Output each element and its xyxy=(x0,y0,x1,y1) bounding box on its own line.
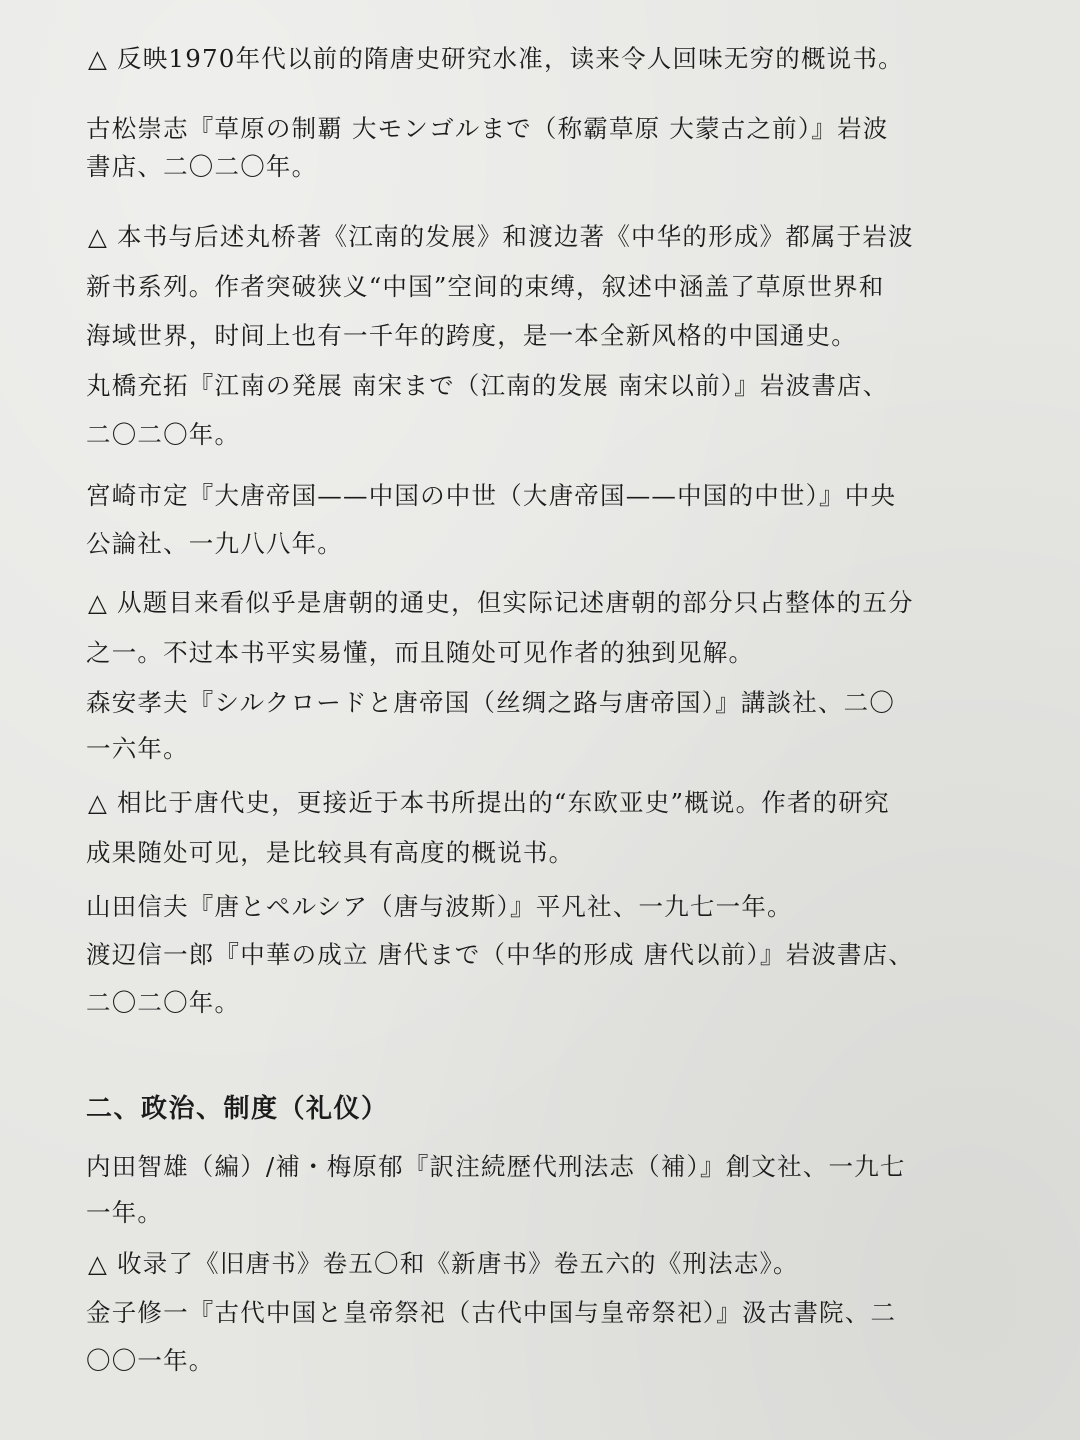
text-line: 成果随处可见，是比较具有高度的概说书。 xyxy=(86,838,575,867)
text-line: 〇〇一年。 xyxy=(86,1346,215,1375)
text-line: 森安孝夫『シルクロードと唐帝国（丝绸之路与唐帝国）』講談社、二〇 xyxy=(86,688,896,717)
text-line: 内田智雄（編）/補・梅原郁『訳注続歴代刑法志（補）』創文社、一九七 xyxy=(86,1152,906,1181)
text-line: 海域世界，时间上也有一千年的跨度，是一本全新风格的中国通史。 xyxy=(86,321,857,350)
text-line: △ 相比于唐代史，更接近于本书所提出的“东欧亚史”概说。作者的研究 xyxy=(88,788,890,817)
section-heading: 二、政治、制度（礼仪） xyxy=(86,1094,389,1124)
text-line: 二〇二〇年。 xyxy=(86,420,241,449)
text-line: 渡辺信一郎『中華の成立 唐代まで（中华的形成 唐代以前）』岩波書店、 xyxy=(86,940,915,969)
text-line: △ 反映1970年代以前的隋唐史研究水准，读来令人回味无穷的概说书。 xyxy=(88,44,904,73)
text-line: 金子修一『古代中国と皇帝祭祀（古代中国与皇帝祭祀）』汲古書院、二 xyxy=(86,1298,897,1327)
text-line: 山田信夫『唐とペルシア（唐与波斯）』平凡社、一九七一年。 xyxy=(86,892,793,921)
text-line: △ 本书与后述丸桥著《江南的发展》和渡边著《中华的形成》都属于岩波 xyxy=(88,222,914,251)
text-line: 丸橋充拓『江南の発展 南宋まで（江南的发展 南宋以前）』岩波書店、 xyxy=(86,371,889,400)
text-line: 公論社、一九八八年。 xyxy=(86,529,343,558)
text-line: 古松崇志『草原の制覇 大モンゴルまで（称霸草原 大蒙古之前）』岩波 xyxy=(86,114,889,143)
text-line: 宮崎市定『大唐帝国——中国の中世（大唐帝国——中国的中世）』中央 xyxy=(86,481,897,510)
text-line: 一年。 xyxy=(86,1198,164,1227)
text-line: 書店、二〇二〇年。 xyxy=(86,152,318,181)
text-line: 之一。不过本书平实易懂，而且随处可见作者的独到见解。 xyxy=(86,638,755,667)
text-line: 一六年。 xyxy=(86,734,189,763)
text-line: 二〇二〇年。 xyxy=(86,988,241,1017)
text-line: 新书系列。作者突破狭义“中国”空间的束缚，叙述中涵盖了草原世界和 xyxy=(86,272,885,301)
text-line: △ 收录了《旧唐书》卷五〇和《新唐书》卷五六的《刑法志》。 xyxy=(88,1249,799,1278)
text-line: △ 从题目来看似乎是唐朝的通史，但实际记述唐朝的部分只占整体的五分 xyxy=(88,588,914,617)
